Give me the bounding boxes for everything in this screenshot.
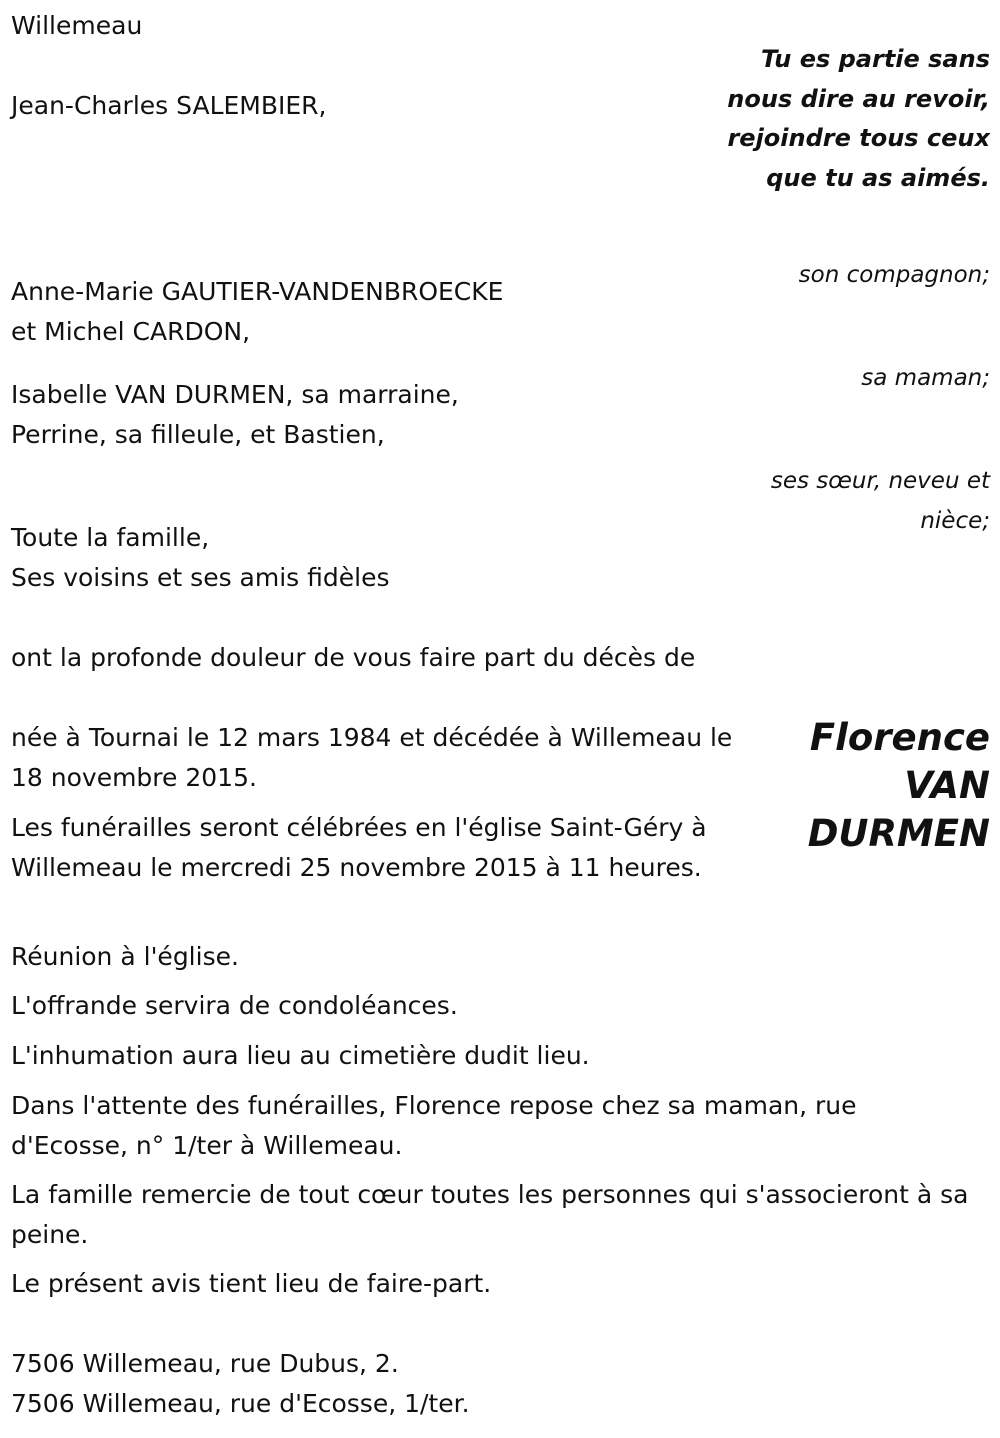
announcement-intro: ont la profonde douleur de vous faire part du décès de [11, 643, 696, 672]
sister-line-1: Isabelle VAN DURMEN, sa marraine, [11, 380, 459, 409]
mother-line-2: et Michel CARDON, [11, 317, 251, 346]
notice-text: Le présent avis tient lieu de faire-part. [11, 1269, 492, 1298]
offering-text: L'offrande servira de condoléances. [11, 991, 458, 1020]
funeral-text: Les funérailles seront célébrées en l'église Saint-Géry à Willemeau le mercredi 25 novembre 2015 à 11 heures. [11, 813, 707, 882]
companion-name: Jean-Charles SALEMBIER, [11, 91, 327, 120]
burial-text: L'inhumation aura lieu au cimetière dudit lieu. [11, 1041, 590, 1070]
poem-quote: Tu es partie sans nous dire au revoir, rejoindre tous ceux que tu as aimés. [727, 45, 990, 192]
others-line-2: Ses voisins et ses amis fidèles [11, 563, 390, 592]
others-line-1: Toute la famille, [11, 523, 210, 552]
deceased-name: Florence VAN DURMEN [807, 716, 990, 855]
address-2: 7506 Willemeau, rue d'Ecosse, 1/ter. [11, 1389, 470, 1418]
repose-text: Dans l'attente des funérailles, Florence repose chez sa maman, rue d'Ecosse, n° 1/ter à Willemeau. [11, 1091, 857, 1160]
sister-line-2: Perrine, sa filleule, et Bastien, [11, 420, 385, 449]
mother-relation: sa maman; [861, 365, 990, 391]
address-1: 7506 Willemeau, rue Dubus, 2. [11, 1349, 399, 1378]
meeting-text: Réunion à l'église. [11, 942, 239, 971]
thanks-text: La famille remercie de tout cœur toutes les personnes qui s'associeront à sa peine. [11, 1180, 969, 1249]
mother-line-1: Anne-Marie GAUTIER-VANDENBROECKE [11, 277, 504, 306]
sister-relation: ses sœur, neveu et nièce; [770, 468, 990, 534]
town-heading: Willemeau [11, 11, 143, 40]
companion-relation: son compagnon; [798, 262, 990, 288]
birth-death-text: née à Tournai le 12 mars 1984 et décédée à Willemeau le 18 novembre 2015. [11, 723, 733, 792]
